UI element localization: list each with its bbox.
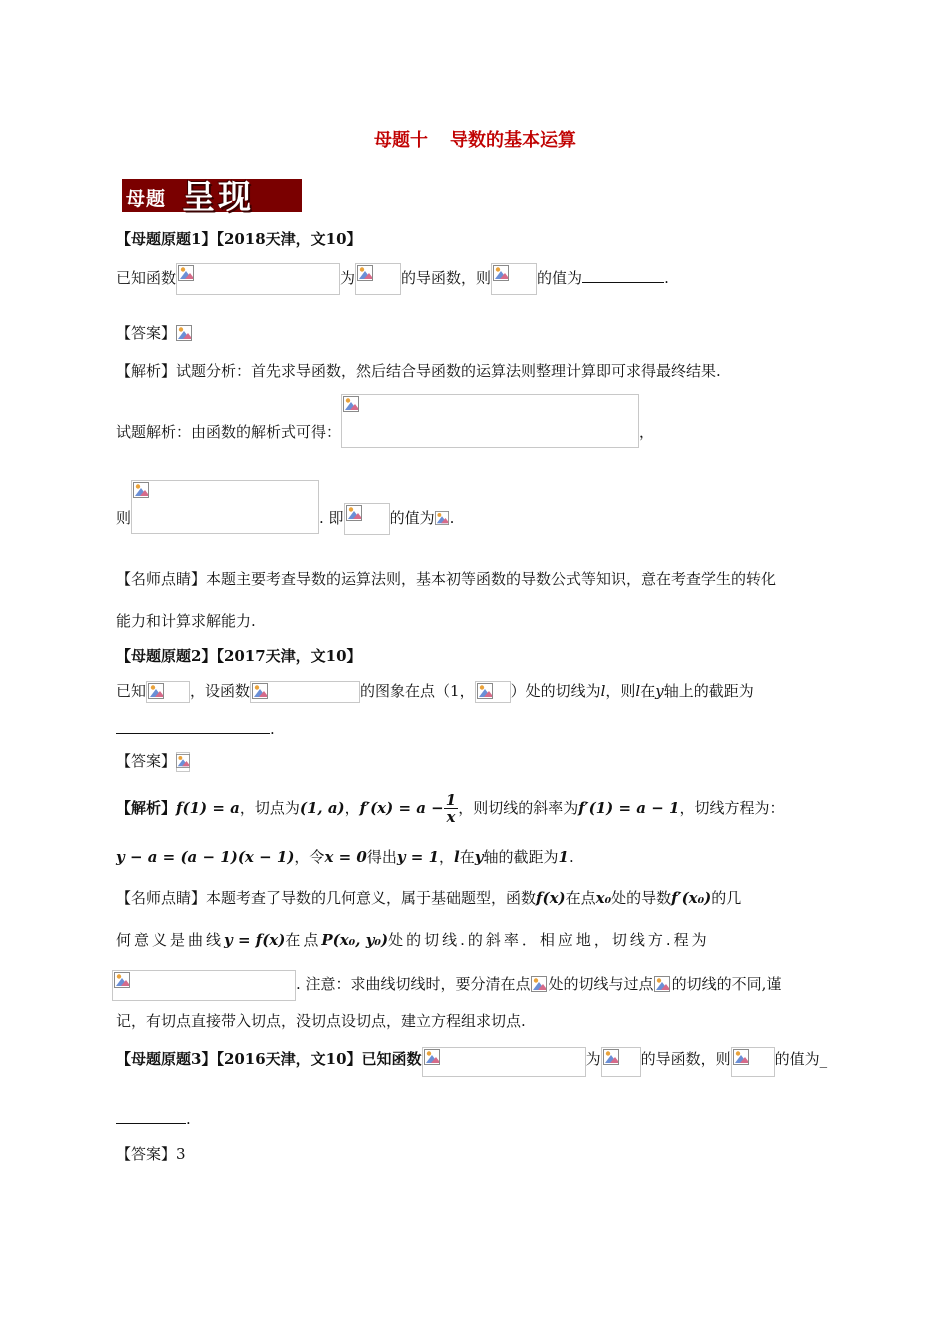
analysis-label: 【解析】 xyxy=(116,799,177,817)
broken-image-icon xyxy=(178,265,194,281)
q2-a-text-1: ，切点为 xyxy=(239,799,300,817)
q2-tip-text-7: 处的切线.的斜率．相应地，切线方.程为 xyxy=(388,931,710,949)
q1-stem-text-2: 为 xyxy=(340,269,356,287)
q2-tip-text-6: 在点 xyxy=(285,931,322,949)
q3-stem xyxy=(116,1047,827,1081)
formula-image xyxy=(176,263,340,295)
formula-image xyxy=(601,1047,641,1077)
formula-image xyxy=(491,263,537,295)
title-right: 导数的基本运算 xyxy=(450,130,576,151)
q2-stem-text-4: ）处的切线为 xyxy=(510,682,601,700)
q2-stem-text-5: ，则 xyxy=(605,682,636,700)
math-point: (1, a) xyxy=(299,799,345,817)
formula-image xyxy=(112,970,296,1001)
q2-stem-text-6: 在 xyxy=(640,682,656,700)
q1-detail-comma: ， xyxy=(639,423,655,441)
q1-detail-prefix: 试题解析：由函数的解析式可得： xyxy=(116,423,342,441)
answer-label: 【答案】 xyxy=(116,324,177,342)
q2-stem-text-7: 轴上的截距为 xyxy=(663,682,754,700)
q3-stem-text-2: 的导函数，则 xyxy=(640,1050,731,1068)
broken-image-icon xyxy=(114,972,130,988)
q2-tip-text-2: 在点 xyxy=(565,889,596,907)
q2-blank-line xyxy=(116,719,275,739)
q2-a-text-5: ，令 xyxy=(294,848,325,866)
q1-then-text-4: . xyxy=(449,509,455,527)
q3-stem-text-3: 的值为_ xyxy=(774,1050,828,1068)
broken-image-icon xyxy=(357,265,373,281)
math-one: 1 xyxy=(558,848,569,866)
fraction-numerator: 1 xyxy=(445,791,457,809)
formula-image xyxy=(176,325,193,343)
formula-image xyxy=(435,511,450,527)
q1-stem-text-5: . xyxy=(664,269,669,287)
formula-image xyxy=(344,503,390,535)
math-curve: y = f(x) xyxy=(224,931,286,949)
q2-tip-text-8: . 注意：求曲线切线时，要分清在点 xyxy=(296,975,531,993)
q1-then-text-1: 则 xyxy=(116,509,132,527)
math-y: y xyxy=(474,848,484,866)
math-point-P: P(x₀, y₀) xyxy=(321,931,389,949)
q2-a-text-9: 轴的截距为 xyxy=(483,848,559,866)
q2-tip-1 xyxy=(116,886,741,910)
q2-stem-text-1: 已知 xyxy=(116,682,147,700)
answer-blank xyxy=(116,719,270,734)
q1-header: 【母题原题1】【2018天津，文10】 xyxy=(116,230,362,248)
q2-tip-text-4: 的几 xyxy=(711,889,742,907)
broken-image-icon xyxy=(531,976,547,992)
q1-answer xyxy=(116,323,193,343)
q3-stem-text-1: 为 xyxy=(585,1050,601,1068)
q2-a-text-3: ，则切线的斜率为 xyxy=(458,799,579,817)
q3-tail: . xyxy=(186,1110,191,1128)
formula-image xyxy=(131,480,319,534)
formula-image xyxy=(531,976,549,994)
broken-image-icon xyxy=(493,265,509,281)
formula-image xyxy=(422,1047,586,1077)
fraction-denominator: x xyxy=(446,808,456,826)
q2-tip-text-9: 处的切线与过点 xyxy=(548,975,654,993)
q2-a-text-7: ， xyxy=(439,848,455,866)
broken-image-icon xyxy=(654,976,670,992)
q2-a-text-6: 得出 xyxy=(366,848,397,866)
q1-stem-text-4: 的值为 xyxy=(537,269,583,287)
q2-a-text-10: . xyxy=(568,848,574,866)
q2-tip-text-5: 何意义是曲线 xyxy=(116,931,225,949)
q2-l-var: l xyxy=(600,682,606,700)
q1-detail xyxy=(116,394,654,450)
q1-then-text-3: 的值为 xyxy=(389,509,435,527)
formula-image xyxy=(146,681,190,703)
answer-blank xyxy=(582,268,664,283)
banner-small-text: 母题 xyxy=(126,188,167,210)
q3-answer: 【答案】3 xyxy=(116,1145,186,1163)
q2-tip-3 xyxy=(112,968,781,1000)
broken-image-icon xyxy=(424,1049,440,1065)
q2-stem xyxy=(116,679,754,703)
q2-tail: . xyxy=(270,720,275,738)
math-x0-point: x₀ xyxy=(595,889,612,907)
q2-tip-text-1: 【名师点睛】本题考查了导数的几何意义，属于基础题型，函数 xyxy=(116,889,537,907)
broken-image-icon xyxy=(343,396,359,412)
math-y1: y = 1 xyxy=(396,848,440,866)
formula-image xyxy=(355,263,401,295)
page-title xyxy=(0,126,950,152)
formula-image xyxy=(250,681,360,703)
broken-image-icon xyxy=(133,482,149,498)
q2-stem-text-3: 的图象在点（1， xyxy=(360,682,475,700)
broken-image-icon xyxy=(435,511,449,525)
math-fx: f(x) xyxy=(536,889,566,907)
q2-tip-4: 记，有切点直接带入切点，没切点设切点，建立方程组求切点. xyxy=(116,1012,526,1030)
q1-analysis: 【解析】试题分析：首先求导函数，然后结合导函数的运算法则整理计算即可求得最终结果. xyxy=(116,362,721,380)
q2-answer xyxy=(116,751,190,772)
q1-stem-text-1: 已知函数 xyxy=(116,269,177,287)
math-x0: x = 0 xyxy=(324,848,367,866)
broken-image-icon xyxy=(346,505,362,521)
formula-image xyxy=(654,976,672,994)
q2-analysis-2 xyxy=(116,846,574,868)
q1-stem xyxy=(116,261,669,295)
broken-image-icon xyxy=(733,1049,749,1065)
math-l: l xyxy=(454,848,460,866)
broken-image-icon xyxy=(176,325,192,341)
section-banner xyxy=(122,171,302,216)
q2-stem-text-2: ，设函数 xyxy=(190,682,251,700)
q3-blank-line xyxy=(116,1109,191,1129)
formula-image xyxy=(475,681,511,703)
broken-image-icon xyxy=(477,683,493,699)
q2-l-var-2: l xyxy=(635,682,641,700)
q2-a-text-8: 在 xyxy=(459,848,475,866)
formula-image xyxy=(341,394,639,448)
q1-tip-1: 【名师点睛】本题主要考查导数的运算法则，基本初等函数的导数公式等知识，意在考查学生的转化 xyxy=(116,570,777,588)
math-tangent-equation: y − a = (a − 1)(x − 1) xyxy=(116,848,295,866)
q2-a-text-4: ，切线方程为： xyxy=(679,799,785,817)
broken-image-icon xyxy=(252,683,268,699)
math-f1: f(1) = a xyxy=(176,799,240,817)
q1-stem-text-3: 的导函数，则 xyxy=(401,269,492,287)
q1-tip-2: 能力和计算求解能力. xyxy=(116,612,256,630)
answer-blank xyxy=(116,1109,186,1124)
broken-image-icon xyxy=(176,754,190,768)
q3-header: 【母题原题3】【2016天津，文10】已知函数 xyxy=(116,1050,422,1068)
q2-tip-text-10: 的切线的不同,谨 xyxy=(671,975,782,993)
title-left: 母题十 xyxy=(374,130,428,151)
math-fraction xyxy=(444,792,458,825)
q2-header: 【母题原题2】【2017天津，文10】 xyxy=(116,647,362,665)
answer-label: 【答案】 xyxy=(116,752,177,770)
banner-big-text: 呈现 xyxy=(182,177,254,216)
q2-a-text-2: ， xyxy=(344,799,360,817)
math-derivative: f′(x) = a − xyxy=(359,799,444,817)
q1-then xyxy=(116,480,454,534)
q2-tip-text-3: 处的导数 xyxy=(611,889,672,907)
math-fprime-x0: f′(x₀) xyxy=(671,889,712,907)
q2-y-var: y xyxy=(655,682,664,700)
q2-tip-2 xyxy=(116,928,710,952)
formula-image xyxy=(731,1047,775,1077)
formula-image xyxy=(176,752,190,772)
q2-analysis-1 xyxy=(116,786,784,830)
broken-image-icon xyxy=(603,1049,619,1065)
broken-image-icon xyxy=(148,683,164,699)
math-slope: f′(1) = a − 1 xyxy=(578,799,680,817)
q1-then-text-2: . 即 xyxy=(319,509,344,527)
